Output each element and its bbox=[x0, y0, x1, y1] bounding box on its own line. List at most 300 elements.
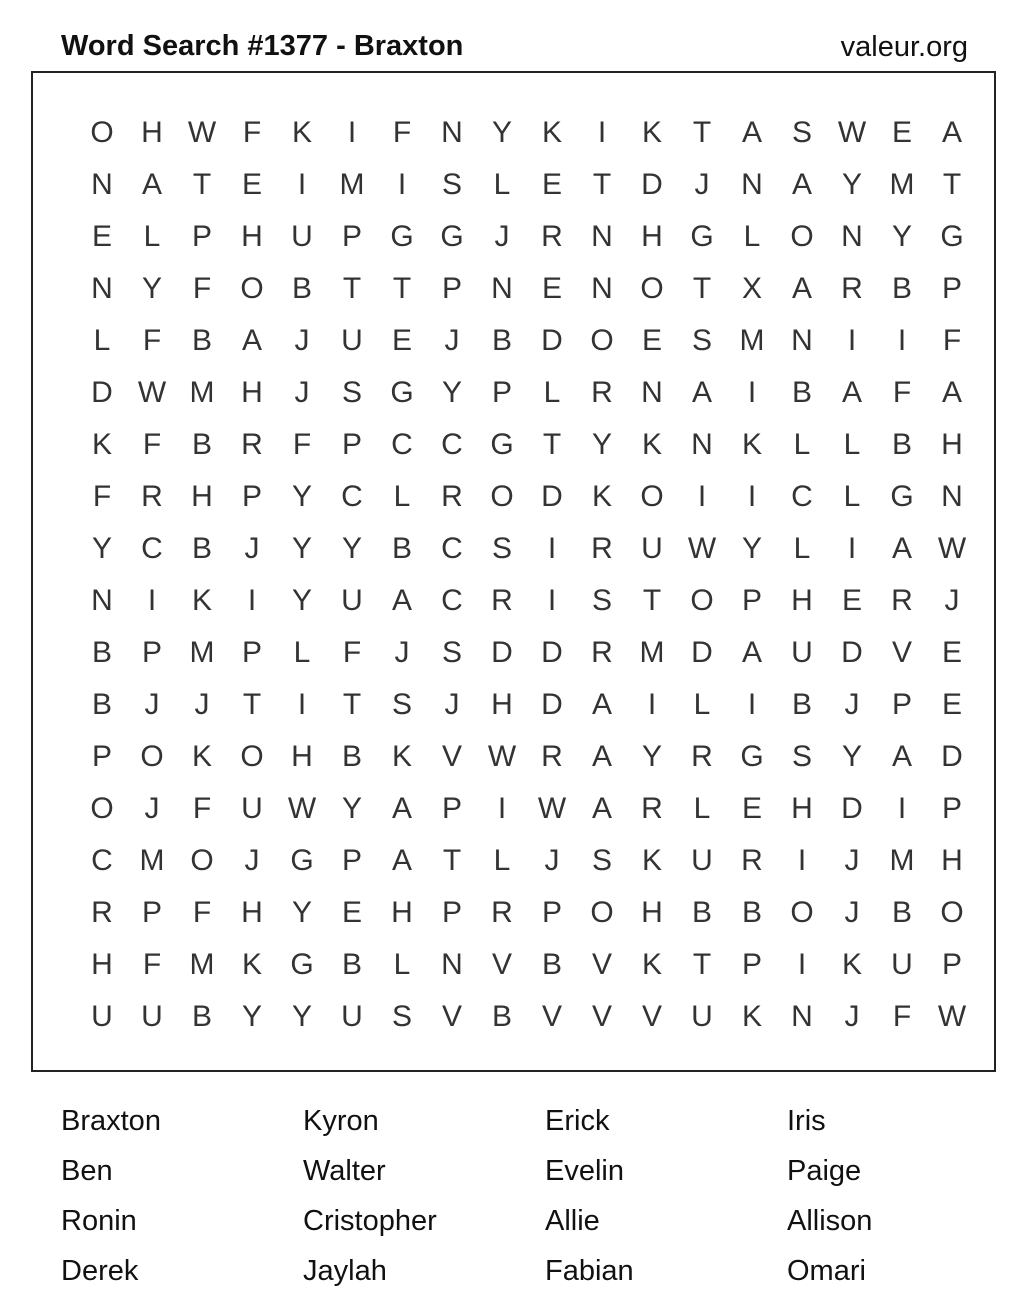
grid-letter: G bbox=[690, 220, 714, 253]
grid-letter: K bbox=[641, 116, 662, 149]
grid-letter: W bbox=[837, 116, 867, 149]
grid-letter: C bbox=[441, 532, 463, 565]
grid-letter: L bbox=[743, 220, 761, 253]
grid-letter: I bbox=[747, 480, 757, 513]
grid-letter: N bbox=[441, 948, 463, 981]
grid-letter: L bbox=[393, 480, 411, 513]
grid-letter: S bbox=[591, 584, 612, 617]
grid-letter: O bbox=[140, 740, 164, 773]
grid-letter: Y bbox=[741, 532, 762, 565]
grid-letter: C bbox=[341, 480, 363, 513]
grid-letter: T bbox=[442, 844, 462, 877]
grid-letter: P bbox=[241, 480, 262, 513]
grid-letter: G bbox=[740, 740, 764, 773]
grid-letter: U bbox=[641, 532, 663, 565]
grid-letter: C bbox=[441, 428, 463, 461]
grid-letter: B bbox=[341, 948, 362, 981]
grid-letter: T bbox=[342, 272, 362, 305]
grid-letter: J bbox=[394, 636, 410, 669]
grid-letter: P bbox=[341, 220, 362, 253]
grid-letter: L bbox=[843, 480, 861, 513]
grid-letter: W bbox=[187, 116, 217, 149]
grid-letter: P bbox=[891, 688, 912, 721]
grid-letter: S bbox=[491, 532, 512, 565]
grid-letter: P bbox=[491, 376, 512, 409]
grid-letter: L bbox=[493, 168, 511, 201]
grid-letter: A bbox=[391, 844, 412, 877]
grid-letter: R bbox=[241, 428, 263, 461]
grid-letter: A bbox=[841, 376, 862, 409]
grid-letter: R bbox=[141, 480, 163, 513]
grid-letter: N bbox=[791, 324, 813, 357]
grid-letter: I bbox=[297, 688, 307, 721]
grid-letter: E bbox=[941, 636, 962, 669]
grid-letter: S bbox=[441, 636, 462, 669]
word-list-item: Derek bbox=[61, 1255, 139, 1287]
grid-letter: Y bbox=[491, 116, 512, 149]
word-list-item: Erick bbox=[545, 1105, 610, 1137]
word-list-item: Cristopher bbox=[303, 1205, 437, 1237]
grid-letter: K bbox=[841, 948, 862, 981]
grid-letter: Y bbox=[291, 584, 312, 617]
grid-letter: U bbox=[341, 584, 363, 617]
grid-letter: L bbox=[843, 428, 861, 461]
grid-letter: J bbox=[294, 324, 310, 357]
grid-letter: V bbox=[541, 1000, 562, 1033]
grid-letter: B bbox=[891, 272, 912, 305]
grid-letter: J bbox=[244, 844, 260, 877]
grid-letter: Y bbox=[291, 1000, 312, 1033]
grid-letter: D bbox=[541, 324, 563, 357]
grid-letter: V bbox=[491, 948, 512, 981]
grid-letter: T bbox=[692, 116, 712, 149]
grid-letter: N bbox=[641, 376, 663, 409]
grid-letter: O bbox=[690, 584, 714, 617]
grid-letter: S bbox=[441, 168, 462, 201]
grid-letter: R bbox=[541, 220, 563, 253]
grid-letter: R bbox=[691, 740, 713, 773]
grid-letter: A bbox=[741, 636, 762, 669]
grid-letter: L bbox=[793, 532, 811, 565]
grid-letter: E bbox=[391, 324, 412, 357]
word-list-item: Walter bbox=[303, 1155, 386, 1187]
grid-letter: P bbox=[541, 896, 562, 929]
grid-letter: F bbox=[892, 1000, 912, 1033]
grid-letter: L bbox=[143, 220, 161, 253]
grid-letter: W bbox=[937, 1000, 967, 1033]
grid-letter: W bbox=[537, 792, 567, 825]
grid-letter: H bbox=[241, 376, 263, 409]
grid-letter: P bbox=[341, 428, 362, 461]
grid-letter: Y bbox=[291, 532, 312, 565]
grid-letter: I bbox=[147, 584, 157, 617]
grid-letter: M bbox=[339, 168, 365, 201]
grid-letter: L bbox=[793, 428, 811, 461]
grid-letter: O bbox=[240, 272, 264, 305]
grid-letter: F bbox=[242, 116, 262, 149]
grid-letter: V bbox=[591, 948, 612, 981]
grid-letter: N bbox=[591, 220, 613, 253]
grid-letter: I bbox=[747, 688, 757, 721]
grid-letter: G bbox=[290, 948, 314, 981]
grid-letter: N bbox=[441, 116, 463, 149]
grid-letter: R bbox=[641, 792, 663, 825]
grid-letter: B bbox=[191, 1000, 212, 1033]
grid-letter: H bbox=[941, 844, 963, 877]
grid-letter: A bbox=[941, 116, 962, 149]
grid-letter: G bbox=[290, 844, 314, 877]
grid-letter: E bbox=[91, 220, 112, 253]
grid-letter: R bbox=[441, 480, 463, 513]
grid-letter: J bbox=[144, 688, 160, 721]
grid-letter: I bbox=[247, 584, 257, 617]
grid-letter: U bbox=[141, 1000, 163, 1033]
grid-letter: A bbox=[741, 116, 762, 149]
grid-letter: H bbox=[791, 584, 813, 617]
grid-letter: F bbox=[192, 272, 212, 305]
grid-letter: T bbox=[692, 948, 712, 981]
grid-letter: E bbox=[741, 792, 762, 825]
grid-letter: H bbox=[191, 480, 213, 513]
grid-letter: D bbox=[841, 636, 863, 669]
grid-letter: E bbox=[841, 584, 862, 617]
grid-letter: C bbox=[791, 480, 813, 513]
grid-letter: S bbox=[341, 376, 362, 409]
grid-letter: T bbox=[342, 688, 362, 721]
grid-letter: P bbox=[241, 636, 262, 669]
grid-letter: I bbox=[297, 168, 307, 201]
grid-letter: S bbox=[791, 740, 812, 773]
grid-letter: E bbox=[241, 168, 262, 201]
grid-letter: B bbox=[891, 896, 912, 929]
grid-letter: F bbox=[892, 376, 912, 409]
grid-letter: P bbox=[941, 948, 962, 981]
grid-letter: Y bbox=[291, 896, 312, 929]
grid-letter: W bbox=[487, 740, 517, 773]
grid-letter: H bbox=[791, 792, 813, 825]
grid-letter: E bbox=[541, 272, 562, 305]
grid-letter: H bbox=[641, 220, 663, 253]
grid-letter: G bbox=[390, 376, 414, 409]
grid-letter: O bbox=[940, 896, 964, 929]
grid-letter: S bbox=[391, 688, 412, 721]
grid-letter: F bbox=[342, 636, 362, 669]
grid-letter: K bbox=[91, 428, 112, 461]
grid-letter: I bbox=[647, 688, 657, 721]
grid-letter: W bbox=[937, 532, 967, 565]
grid-letter: R bbox=[841, 272, 863, 305]
grid-letter: X bbox=[741, 272, 762, 305]
grid-letter: P bbox=[141, 896, 162, 929]
grid-letter: B bbox=[341, 740, 362, 773]
grid-letter: G bbox=[440, 220, 464, 253]
grid-letter: B bbox=[191, 532, 212, 565]
grid-letter: U bbox=[691, 1000, 713, 1033]
grid-letter: S bbox=[791, 116, 812, 149]
grid-letter: B bbox=[291, 272, 312, 305]
grid-letter: M bbox=[889, 168, 915, 201]
grid-letter: P bbox=[441, 272, 462, 305]
grid-letter: B bbox=[391, 532, 412, 565]
grid-letter: A bbox=[591, 740, 612, 773]
grid-letter: I bbox=[797, 844, 807, 877]
grid-letter: B bbox=[491, 324, 512, 357]
grid-letter: I bbox=[797, 948, 807, 981]
grid-letter: G bbox=[940, 220, 964, 253]
grid-letter: E bbox=[941, 688, 962, 721]
grid-letter: U bbox=[341, 1000, 363, 1033]
grid-letter: P bbox=[741, 948, 762, 981]
grid-letter: K bbox=[641, 428, 662, 461]
grid-letter: K bbox=[191, 740, 212, 773]
grid-letter: D bbox=[541, 636, 563, 669]
grid-letter: U bbox=[891, 948, 913, 981]
grid-letter: R bbox=[91, 896, 113, 929]
puzzle-frame bbox=[31, 71, 996, 1072]
grid-letter: I bbox=[547, 532, 557, 565]
grid-letter: S bbox=[591, 844, 612, 877]
grid-letter: R bbox=[541, 740, 563, 773]
grid-letter: O bbox=[790, 896, 814, 929]
grid-letter: M bbox=[639, 636, 665, 669]
word-list bbox=[61, 1096, 1001, 1296]
grid-letter: T bbox=[242, 688, 262, 721]
grid-letter: A bbox=[391, 584, 412, 617]
grid-letter: N bbox=[91, 584, 113, 617]
grid-letter: L bbox=[493, 844, 511, 877]
grid-letter: J bbox=[144, 792, 160, 825]
grid-letter: J bbox=[944, 584, 960, 617]
grid-letter: Y bbox=[91, 532, 112, 565]
grid-letter: K bbox=[741, 428, 762, 461]
grid-letter: D bbox=[541, 480, 563, 513]
grid-letter: D bbox=[641, 168, 663, 201]
grid-letter: C bbox=[91, 844, 113, 877]
grid-letter: Y bbox=[891, 220, 912, 253]
grid-letter: Y bbox=[441, 376, 462, 409]
grid-letter: I bbox=[597, 116, 607, 149]
grid-letter: A bbox=[591, 792, 612, 825]
word-list-item: Iris bbox=[787, 1105, 826, 1137]
grid-letter: M bbox=[189, 636, 215, 669]
grid-letter: H bbox=[491, 688, 513, 721]
grid-letter: V bbox=[591, 1000, 612, 1033]
grid-letter: P bbox=[441, 792, 462, 825]
grid-letter: K bbox=[241, 948, 262, 981]
grid-letter: B bbox=[91, 688, 112, 721]
grid-letter: V bbox=[441, 740, 462, 773]
word-list-item: Ronin bbox=[61, 1205, 137, 1237]
puzzle-title: Word Search #1377 - Braxton bbox=[61, 30, 464, 62]
grid-letter: B bbox=[791, 376, 812, 409]
grid-letter: P bbox=[191, 220, 212, 253]
grid-letter: D bbox=[91, 376, 113, 409]
grid-letter: A bbox=[941, 376, 962, 409]
grid-letter: I bbox=[847, 532, 857, 565]
grid-letter: K bbox=[541, 116, 562, 149]
grid-letter: M bbox=[889, 844, 915, 877]
grid-letter: J bbox=[844, 896, 860, 929]
grid-letter: D bbox=[491, 636, 513, 669]
grid-letter: R bbox=[741, 844, 763, 877]
grid-letter: F bbox=[142, 948, 162, 981]
grid-letter: M bbox=[189, 948, 215, 981]
grid-letter: B bbox=[191, 428, 212, 461]
grid-letter: H bbox=[641, 896, 663, 929]
grid-letter: B bbox=[741, 896, 762, 929]
grid-letter: T bbox=[942, 168, 962, 201]
grid-letter: N bbox=[691, 428, 713, 461]
grid-letter: O bbox=[240, 740, 264, 773]
grid-letter: Y bbox=[291, 480, 312, 513]
grid-letter: N bbox=[941, 480, 963, 513]
grid-letter: V bbox=[441, 1000, 462, 1033]
grid-letter: U bbox=[341, 324, 363, 357]
grid-letter: N bbox=[91, 168, 113, 201]
grid-letter: J bbox=[444, 324, 460, 357]
grid-letter: Y bbox=[141, 272, 162, 305]
grid-letter: A bbox=[691, 376, 712, 409]
grid-letter: H bbox=[91, 948, 113, 981]
grid-letter: F bbox=[142, 324, 162, 357]
grid-letter: V bbox=[891, 636, 912, 669]
grid-letter: G bbox=[890, 480, 914, 513]
grid-letter: R bbox=[491, 896, 513, 929]
grid-letter: F bbox=[292, 428, 312, 461]
grid-letter: O bbox=[640, 480, 664, 513]
grid-letter: O bbox=[590, 324, 614, 357]
grid-letter: U bbox=[791, 636, 813, 669]
grid-letter: H bbox=[241, 220, 263, 253]
grid-letter: J bbox=[444, 688, 460, 721]
grid-letter: E bbox=[541, 168, 562, 201]
grid-letter: Y bbox=[841, 740, 862, 773]
grid-letter: A bbox=[141, 168, 162, 201]
grid-letter: P bbox=[91, 740, 112, 773]
grid-letter: T bbox=[592, 168, 612, 201]
grid-letter: G bbox=[490, 428, 514, 461]
grid-letter: U bbox=[91, 1000, 113, 1033]
grid-letter: A bbox=[891, 532, 912, 565]
grid-letter: C bbox=[141, 532, 163, 565]
grid-letter: W bbox=[287, 792, 317, 825]
grid-letter: L bbox=[693, 792, 711, 825]
grid-letter: L bbox=[543, 376, 561, 409]
grid-letter: J bbox=[244, 532, 260, 565]
grid-letter: F bbox=[92, 480, 112, 513]
grid-letter: T bbox=[542, 428, 562, 461]
grid-letter: N bbox=[491, 272, 513, 305]
grid-letter: H bbox=[241, 896, 263, 929]
grid-letter: A bbox=[891, 740, 912, 773]
grid-letter: K bbox=[191, 584, 212, 617]
grid-letter: P bbox=[141, 636, 162, 669]
grid-letter: I bbox=[847, 324, 857, 357]
word-list-item: Evelin bbox=[545, 1155, 624, 1187]
grid-letter: O bbox=[190, 844, 214, 877]
grid-letter: I bbox=[747, 376, 757, 409]
grid-letter: A bbox=[791, 272, 812, 305]
grid-letter: J bbox=[294, 376, 310, 409]
grid-letter: K bbox=[291, 116, 312, 149]
grid-letter: O bbox=[90, 116, 114, 149]
grid-letter: Y bbox=[591, 428, 612, 461]
grid-letter: B bbox=[191, 324, 212, 357]
grid-letter: K bbox=[641, 948, 662, 981]
grid-letter: U bbox=[691, 844, 713, 877]
grid-letter: J bbox=[844, 688, 860, 721]
grid-letter: A bbox=[241, 324, 262, 357]
grid-letter: F bbox=[142, 428, 162, 461]
grid-letter: T bbox=[392, 272, 412, 305]
grid-letter: Y bbox=[641, 740, 662, 773]
word-list-item: Omari bbox=[787, 1255, 866, 1287]
grid-letter: I bbox=[397, 168, 407, 201]
grid-letter: L bbox=[693, 688, 711, 721]
grid-letter: A bbox=[791, 168, 812, 201]
grid-letter: M bbox=[139, 844, 165, 877]
grid-letter: O bbox=[640, 272, 664, 305]
grid-letter: L bbox=[93, 324, 111, 357]
grid-letter: J bbox=[844, 1000, 860, 1033]
grid-letter: D bbox=[941, 740, 963, 773]
grid-letter: I bbox=[897, 792, 907, 825]
grid-letter: Y bbox=[241, 1000, 262, 1033]
grid-letter: R bbox=[491, 584, 513, 617]
grid-letter: N bbox=[741, 168, 763, 201]
grid-letter: B bbox=[891, 428, 912, 461]
word-list-item: Ben bbox=[61, 1155, 113, 1187]
word-list-item: Jaylah bbox=[303, 1255, 387, 1287]
grid-letter: R bbox=[591, 532, 613, 565]
grid-letter: B bbox=[91, 636, 112, 669]
grid-letter: I bbox=[347, 116, 357, 149]
grid-letter: K bbox=[641, 844, 662, 877]
grid-letter: H bbox=[291, 740, 313, 773]
grid-letter: I bbox=[547, 584, 557, 617]
grid-letter: R bbox=[591, 636, 613, 669]
letter-grid bbox=[77, 107, 977, 1043]
grid-letter: E bbox=[641, 324, 662, 357]
grid-letter: M bbox=[189, 376, 215, 409]
grid-letter: J bbox=[494, 220, 510, 253]
grid-letter: D bbox=[841, 792, 863, 825]
grid-letter: U bbox=[241, 792, 263, 825]
grid-letter: O bbox=[590, 896, 614, 929]
grid-letter: J bbox=[694, 168, 710, 201]
grid-letter: R bbox=[591, 376, 613, 409]
grid-letter: D bbox=[541, 688, 563, 721]
grid-letter: F bbox=[192, 792, 212, 825]
grid-letter: B bbox=[541, 948, 562, 981]
grid-letter: J bbox=[544, 844, 560, 877]
word-list-item: Fabian bbox=[545, 1255, 634, 1287]
site-name: valeur.org bbox=[840, 31, 968, 63]
grid-letter: B bbox=[491, 1000, 512, 1033]
grid-letter: L bbox=[393, 948, 411, 981]
grid-letter: I bbox=[497, 792, 507, 825]
grid-letter: H bbox=[141, 116, 163, 149]
grid-letter: F bbox=[192, 896, 212, 929]
grid-letter: S bbox=[691, 324, 712, 357]
grid-letter: F bbox=[942, 324, 962, 357]
word-list-item: Allie bbox=[545, 1205, 600, 1237]
grid-letter: O bbox=[490, 480, 514, 513]
grid-letter: K bbox=[391, 740, 412, 773]
grid-letter: U bbox=[291, 220, 313, 253]
grid-letter: N bbox=[841, 220, 863, 253]
grid-letter: D bbox=[691, 636, 713, 669]
